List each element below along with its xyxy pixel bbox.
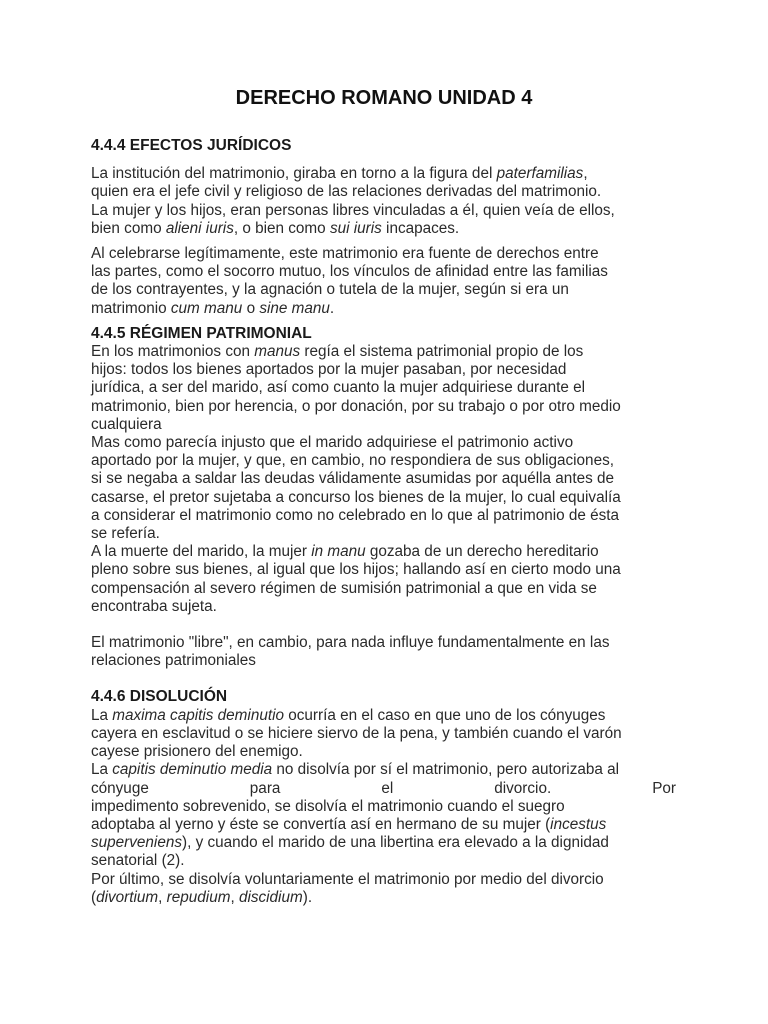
paragraph-regimen-3 (91, 543, 676, 616)
paragraph-efectos-1 (91, 165, 676, 238)
text-line: se refería. (91, 525, 160, 543)
text-line: La maxima capitis deminutio ocurría en el caso en que uno de los cónyuges (91, 706, 606, 724)
paragraph-regimen-4 (91, 634, 676, 670)
text-line: cayera en esclavitud o se hiciere siervo de la pena, y también cuando el varón (91, 724, 622, 742)
text-line: casarse, el pretor sujetaba a concurso los bienes de la mujer, lo cual equivalía (91, 488, 621, 506)
text-line: senatorial (2). (91, 852, 185, 870)
paragraph-disolucion-2 (91, 761, 676, 870)
text-line: jurídica, a ser del marido, así como cuanto la mujer adquiriese durante el (91, 379, 586, 397)
text-line: quien era el jefe civil y religioso de las relaciones derivadas del matrimonio. (91, 183, 602, 201)
heading-efectos-juridicos: 4.4.4 EFECTOS JURÍDICOS (91, 137, 292, 154)
text-line: cónyuge para el divorcio. Por (91, 779, 676, 797)
text-line: En los matrimonios con manus regía el sistema patrimonial propio de los (91, 343, 584, 361)
text-line: bien como alieni iuris, o bien como sui iuris incapaces. (91, 219, 460, 237)
text-line: matrimonio, bien por herencia, o por donación, por su trabajo o por otro medio (91, 397, 621, 415)
document-body (91, 137, 676, 907)
text-line: (divortium, repudium, discidium). (91, 888, 313, 906)
text-line: Al celebrarse legítimamente, este matrimonio era fuente de derechos entre (91, 245, 599, 263)
text-line: La institución del matrimonio, giraba en torno a la figura del paterfamilias, (91, 165, 588, 183)
text-line: relaciones patrimoniales (91, 652, 256, 670)
text-line: cualquiera (91, 415, 162, 433)
heading-disolucion: 4.4.6 DISOLUCIÓN (91, 688, 228, 706)
text-line: a considerar el matrimonio como no celebrado en lo que al patrimonio de ésta (91, 506, 620, 524)
text-line: superveniens), y cuando el marido de una libertina era elevado a la dignidad (91, 834, 609, 852)
document-title: DERECHO ROMANO UNIDAD 4 (235, 87, 533, 109)
paragraph-regimen-2 (91, 434, 676, 543)
paragraph-disolucion-3 (91, 871, 676, 907)
text-line: pleno sobre sus bienes, al igual que los hijos; hallando así en cierto modo una (91, 561, 621, 579)
text-line: El matrimonio "libre", en cambio, para nada influye fundamentalmente en las (91, 634, 610, 652)
text-line: matrimonio cum manu o sine manu. (91, 299, 335, 317)
paragraph-efectos-2 (91, 245, 676, 318)
text-line: Por último, se disolvía voluntariamente el matrimonio por medio del divorcio (91, 870, 604, 888)
text-line: las partes, como el socorro mutuo, los vínculos de afinidad entre las familias (91, 263, 608, 281)
text-line: La capitis deminutio media no disolvía por sí el matrimonio, pero autorizaba al (91, 761, 620, 779)
paragraph-disolucion-1 (91, 707, 676, 762)
text-line: compensación al severo régimen de sumisión patrimonial a que en vida se (91, 579, 597, 597)
text-line: aportado por la mujer, y que, en cambio, no respondiera de sus obligaciones, (91, 452, 614, 470)
text-line: de los contrayentes, y la agnación o tutela de la mujer, según si era un (91, 281, 569, 299)
heading-regimen-patrimonial: 4.4.5 RÉGIMEN PATRIMONIAL (91, 324, 312, 342)
text-line: La mujer y los hijos, eran personas libres vinculadas a él, quien veía de ellos, (91, 201, 615, 219)
text-line: adoptaba al yerno y éste se convertía así en hermano de su mujer (incestus (91, 815, 607, 833)
text-line: hijos: todos los bienes aportados por la mujer pasaban, por necesidad (91, 361, 567, 379)
text-line: impedimento sobrevenido, se disolvía el matrimonio cuando el suegro (91, 797, 565, 815)
text-line: si se negaba a saldar las deudas válidamente asumidas por aquélla antes de (91, 470, 614, 488)
text-line: encontraba sujeta. (91, 597, 217, 615)
paragraph-regimen-1 (91, 343, 676, 434)
text-line: Mas como parecía injusto que el marido adquiriese el patrimonio activo (91, 434, 574, 452)
text-line: A la muerte del marido, la mujer in manu gozaba de un derecho hereditario (91, 543, 599, 561)
text-line: cayese prisionero del enemigo. (91, 743, 303, 761)
